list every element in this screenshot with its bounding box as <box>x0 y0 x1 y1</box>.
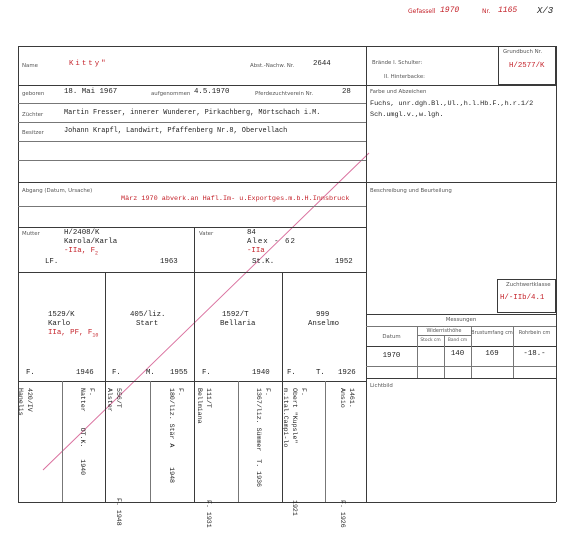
gp4-name: Anselmo <box>308 320 340 328</box>
grundbuch-value: H/2577/K <box>509 62 545 70</box>
row-line-great-grandparents <box>18 381 366 382</box>
name-label: Name <box>22 63 38 69</box>
right-column-divider <box>366 46 367 502</box>
corner-mark: X/3 <box>537 6 554 16</box>
vater-st-label: St.K. <box>252 258 275 266</box>
aufgenommen-value: 4.5.1970 <box>194 88 230 96</box>
gp1-number: 1529/K <box>48 311 75 319</box>
gp4-year: 1926 <box>338 369 356 377</box>
messungen-col-band: Band cm <box>447 338 468 343</box>
gp2-number: 405/liz. <box>130 311 166 319</box>
messungen-row-rohr: -18.- <box>523 350 546 358</box>
messungen-col-widerrist: Widerristhöhe <box>426 328 462 334</box>
vater-number: 84 <box>247 229 256 237</box>
mutter-label: Mutter <box>22 231 40 237</box>
messungen-row-band: 140 <box>450 350 465 358</box>
vater-label: Vater <box>199 231 214 237</box>
number-value: 1165 <box>498 6 518 15</box>
mutter-grade: -IIa, $F_2$ <box>64 247 99 257</box>
mutter-name: Karola/Karla <box>64 238 118 246</box>
verein-value: 28 <box>342 88 351 96</box>
ggp-5: 111/T Bellmiana F. 1931 <box>196 388 212 528</box>
abst-label: Abst.-Nachw. Nr. <box>250 63 295 69</box>
frame-top <box>18 46 556 47</box>
gp1-year: 1946 <box>76 369 94 377</box>
geboren-value: 18. Mai 1967 <box>64 88 118 96</box>
gp2-prefix: F. <box>112 369 121 377</box>
abst-value: 2644 <box>313 60 331 68</box>
grundbuch-label: Grundbuch Nr. <box>503 49 543 55</box>
ggp-4: F. 180/liz. Stär A 1948 <box>168 388 184 483</box>
verein-label: Pferdezuchtverein Nr. <box>255 91 314 97</box>
geboren-label: geboren <box>22 91 45 97</box>
gp1-name: Karlo <box>48 320 71 328</box>
gefassell-value: 1970 <box>440 6 460 15</box>
gp4-mid: T. <box>316 369 325 377</box>
gp1-prefix: F. <box>26 369 35 377</box>
gp1-grade: IIa, PF, $F_{10}$ <box>48 329 99 339</box>
messungen-col-stock: Stock cm <box>420 338 441 343</box>
ggp-3: 556/T Alster F. 1948 <box>106 388 122 526</box>
farbe-label: Farbe und Abzeichen <box>370 89 427 95</box>
mutter-year: 1963 <box>160 258 178 266</box>
number-label: Nr. <box>482 8 491 15</box>
gp2-mid: M. <box>146 369 155 377</box>
frame-left <box>18 46 19 502</box>
besitzer-value: Johann Krapfl, Landwirt, Pfaffenberg Nr.8, Obervellach <box>64 127 288 135</box>
beschreibung-label: Beschreibung und Beurteilung <box>370 188 452 194</box>
mutter-number: H/2408/K <box>64 229 100 237</box>
row-line-name <box>18 85 556 86</box>
messungen-row-brust: 169 <box>485 350 499 358</box>
row-line-parents <box>18 227 366 228</box>
gp2-name: Start <box>136 320 159 328</box>
messungen-title: Messungen <box>445 317 477 323</box>
messungen-row-datum: 1970 <box>382 352 401 360</box>
gp3-prefix: F. <box>202 369 211 377</box>
mutter-lf-label: LF. <box>45 258 59 266</box>
zuechter-value: Martin Fresser, innerer Wunderer, Pirkachberg, Mörtschach i.M. <box>64 109 321 117</box>
vater-grade: -IIa <box>247 247 265 255</box>
ggp-2: F. Natter OT.K. 1940 <box>79 388 95 476</box>
vater-name: Alex - 62 <box>247 238 296 246</box>
gp3-number: 1592/T <box>222 311 249 319</box>
farbe-line1: Fuchs, unr.dgh.Bl.,Ul.,h.l.Hb.F.,h.r.1/2 <box>370 100 534 108</box>
ggp-7: F. Obert "Kupsle" m.ital.Campi-lo 1921 <box>282 388 307 516</box>
gp3-year: 1940 <box>252 369 270 377</box>
messungen-col-rohr: Rohrbein cm <box>518 330 551 336</box>
row-line-grandparents <box>18 272 366 273</box>
ggp-1: 420/IV Hanelis <box>17 388 33 416</box>
abgang-value: März 1970 abverk.an Hafl.Im- u.Exportges.m.b.H.Innsbruck <box>121 195 350 203</box>
farbe-line2: Sch.umgl.v.,w.lgh. <box>370 111 444 119</box>
abgang-label: Abgang (Datum, Ursache) <box>22 188 93 194</box>
aufgenommen-label: aufgenommen <box>151 91 191 97</box>
ggp-8: 1461. Ansio F. 1926 <box>339 388 355 528</box>
lichtbild-label: Lichtbild <box>370 383 393 389</box>
name-value: Kitty" <box>69 60 108 68</box>
brande-label: Brände I. Schulter: <box>372 60 423 66</box>
ggp-6: F. 1367/liz. Sümmer T. 1936 <box>255 388 271 487</box>
zuechter-label: Züchter <box>22 112 44 118</box>
zucht-value: H/-IIb/4.1 <box>500 294 545 302</box>
gefassell-label: Gefassell <box>408 8 436 15</box>
zucht-label: Zuchtwertklasse <box>506 282 551 288</box>
row-line-abgang <box>18 182 556 183</box>
messungen-col-brust: Brustumfang cm <box>471 330 513 336</box>
gp4-prefix: F. <box>287 369 296 377</box>
besitzer-label: Besitzer <box>22 130 44 136</box>
frame-right <box>556 46 557 502</box>
gp3-name: Bellaria <box>220 320 256 328</box>
gp4-number: 999 <box>316 311 330 319</box>
vater-year: 1952 <box>335 258 353 266</box>
messungen-col-datum: Datum <box>382 334 401 340</box>
hinterbacke-label: II. Hinterbacke: <box>384 74 425 80</box>
gp2-year: 1955 <box>170 369 188 377</box>
